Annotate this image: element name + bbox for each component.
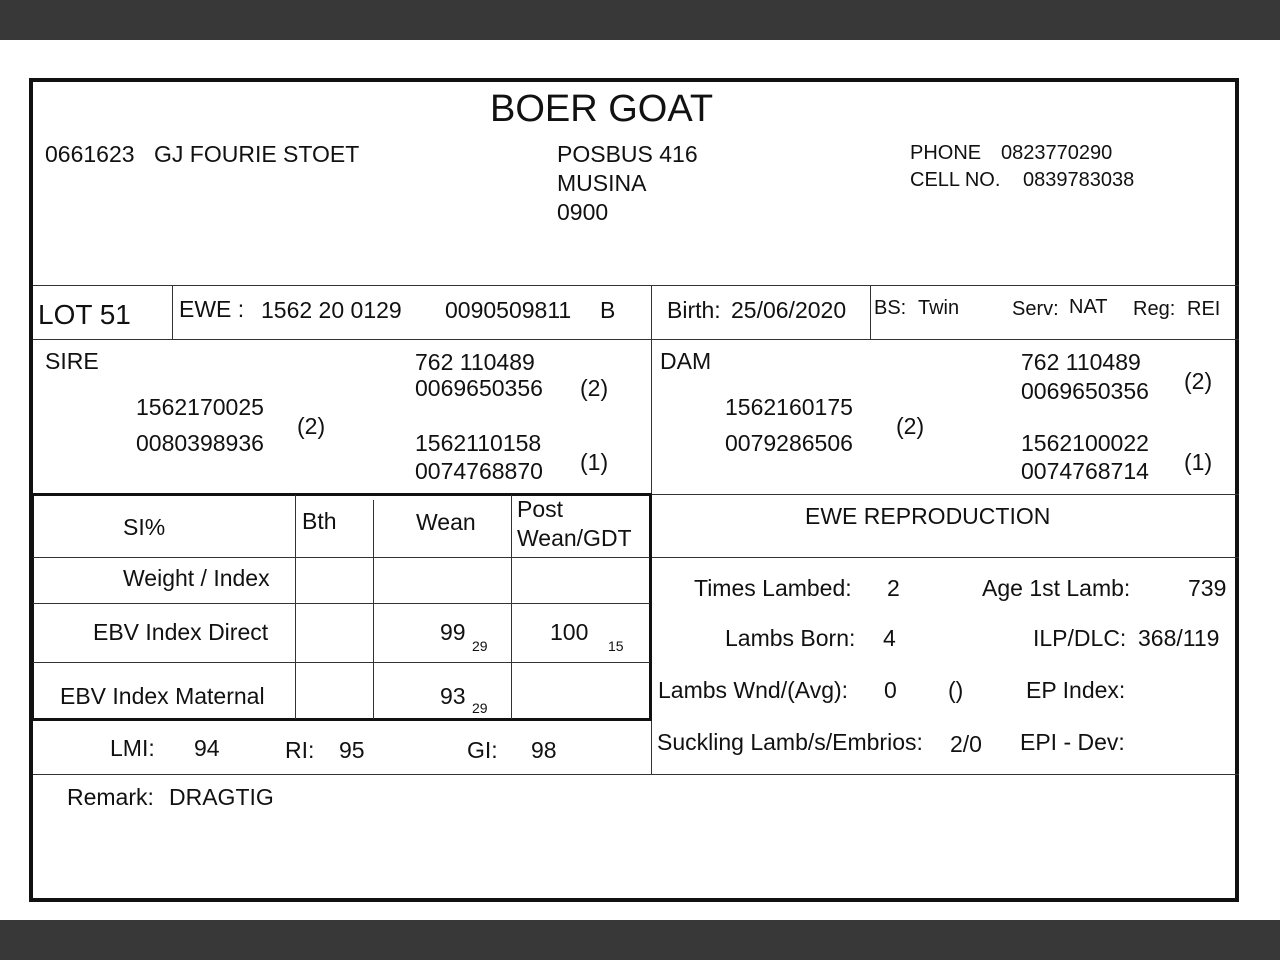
age-first-lamb-value: 739 (1188, 575, 1227, 601)
phone-label: PHONE (910, 142, 982, 164)
ep-index-label: EP Index: (1026, 677, 1126, 703)
maternal-wean-sub: 29 (472, 700, 488, 716)
times-lambed-label: Times Lambed: (694, 575, 852, 601)
sire-dam-grade: (1) (580, 449, 609, 475)
divider-indices (33, 774, 1239, 775)
suckling-value: 2/0 (950, 731, 982, 757)
sire-label: SIRE (45, 348, 99, 374)
table-col-line-2 (373, 500, 374, 719)
dam-reg: 0079286506 (725, 430, 853, 456)
table-border-bottom (31, 718, 652, 721)
ewe-id: 1562 20 0129 (261, 297, 402, 323)
table-border-right (649, 493, 652, 721)
address-line-2: MUSINA (557, 170, 647, 196)
direct-post-value: 100 (550, 619, 589, 645)
dam-label: DAM (660, 348, 712, 374)
address-line-1: POSBUS 416 (557, 141, 698, 167)
serv-value: NAT (1069, 296, 1108, 318)
dam-grade: (2) (896, 413, 925, 439)
remark-label: Remark: (67, 784, 154, 810)
birth-date: 25/06/2020 (731, 297, 847, 323)
table-row-line-1 (33, 557, 650, 558)
document-title: BOER GOAT (490, 88, 714, 130)
si-label: SI% (123, 514, 166, 540)
remark-value: DRAGTIG (169, 784, 274, 810)
col-bth: Bth (302, 508, 337, 534)
age-first-lamb-label: Age 1st Lamb: (982, 575, 1131, 601)
maternal-wean-value: 93 (440, 683, 466, 709)
row-weight-label: Weight / Index (123, 565, 270, 591)
ri-value: 95 (339, 737, 365, 763)
sire-id: 1562170025 (136, 394, 264, 420)
address-line-3: 0900 (557, 199, 609, 225)
bottom-bar (0, 920, 1280, 960)
table-col-line-3 (511, 495, 512, 719)
phone-number: 0823770290 (1001, 142, 1113, 164)
table-border-left (31, 493, 34, 721)
direct-post-sub: 15 (608, 638, 624, 654)
lambs-weaned-avg: () (948, 677, 964, 703)
top-bar (0, 0, 1280, 40)
divider-header (33, 285, 1239, 286)
dam-id: 1562160175 (725, 394, 853, 420)
lambs-weaned-value: 0 (884, 677, 897, 703)
bs-value: Twin (918, 297, 960, 319)
sire-dam-id: 1562110158 (415, 430, 542, 456)
row-direct-label: EBV Index Direct (93, 619, 269, 645)
lambs-born-label: Lambs Born: (725, 625, 856, 651)
lot-number: LOT 51 (38, 299, 131, 330)
breeder-name: GJ FOURIE STOET (154, 141, 360, 167)
gi-value: 98 (531, 737, 557, 763)
dam-dam-reg: 0074768714 (1021, 458, 1149, 484)
lambs-born-value: 4 (883, 625, 896, 651)
ilp-dlc-value: 368/119 (1138, 625, 1220, 651)
divider-lot (172, 285, 173, 339)
ewe-label: EWE : (179, 296, 245, 322)
cell-number: 0839783038 (1023, 169, 1135, 191)
divider-animal (33, 339, 1239, 340)
lmi-label: LMI: (110, 735, 155, 761)
direct-wean-value: 99 (440, 619, 466, 645)
col-post-line-1: Post (517, 496, 564, 522)
epi-dev-label: EPI - Dev: (1020, 729, 1125, 755)
birth-label: Birth: (667, 297, 721, 323)
lmi-value: 94 (194, 735, 220, 761)
divider-birth (870, 285, 871, 339)
ewe-grade: B (600, 297, 616, 323)
sire-grade: (2) (297, 413, 326, 439)
suckling-label: Suckling Lamb/s/Embrios: (657, 729, 923, 755)
direct-wean-sub: 29 (472, 638, 488, 654)
sire-dam-reg: 0074768870 (415, 458, 543, 484)
reg-value: REI (1187, 298, 1221, 320)
serv-label: Serv: (1012, 298, 1059, 320)
row-maternal-label: EBV Index Maternal (60, 683, 265, 709)
table-col-line-1 (295, 495, 296, 719)
reg-label: Reg: (1133, 298, 1176, 320)
sire-sire-reg: 0069650356 (415, 375, 543, 401)
dam-sire-id: 762 110489 (1021, 349, 1141, 375)
bs-label: BS: (874, 297, 907, 319)
dam-dam-id: 1562100022 (1021, 430, 1149, 456)
divider-repro-top (651, 494, 1239, 495)
col-post-line-2: Wean/GDT (517, 525, 632, 551)
breeder-id: 0661623 (45, 141, 135, 167)
table-row-line-3 (33, 662, 650, 663)
cell-label: CELL NO. (910, 169, 1001, 191)
sale-card (29, 78, 1239, 902)
ilp-dlc-label: ILP/DLC: (1033, 625, 1127, 651)
dam-sire-reg: 0069650356 (1021, 378, 1149, 404)
col-wean: Wean (416, 509, 476, 535)
reproduction-title: EWE REPRODUCTION (805, 503, 1051, 529)
divider-repro-title (651, 557, 1239, 558)
lambs-weaned-label: Lambs Wnd/(Avg): (658, 677, 849, 703)
sire-sire-grade: (2) (580, 375, 609, 401)
dam-sire-grade: (2) (1184, 368, 1213, 394)
gi-label: GI: (467, 737, 498, 763)
times-lambed-value: 2 (887, 575, 900, 601)
table-row-line-2 (33, 603, 650, 604)
sire-reg: 0080398936 (136, 430, 264, 456)
sire-sire-id: 762 110489 (415, 349, 535, 375)
ri-label: RI: (285, 737, 315, 763)
ewe-reg: 0090509811 (445, 297, 572, 323)
dam-dam-grade: (1) (1184, 449, 1213, 475)
